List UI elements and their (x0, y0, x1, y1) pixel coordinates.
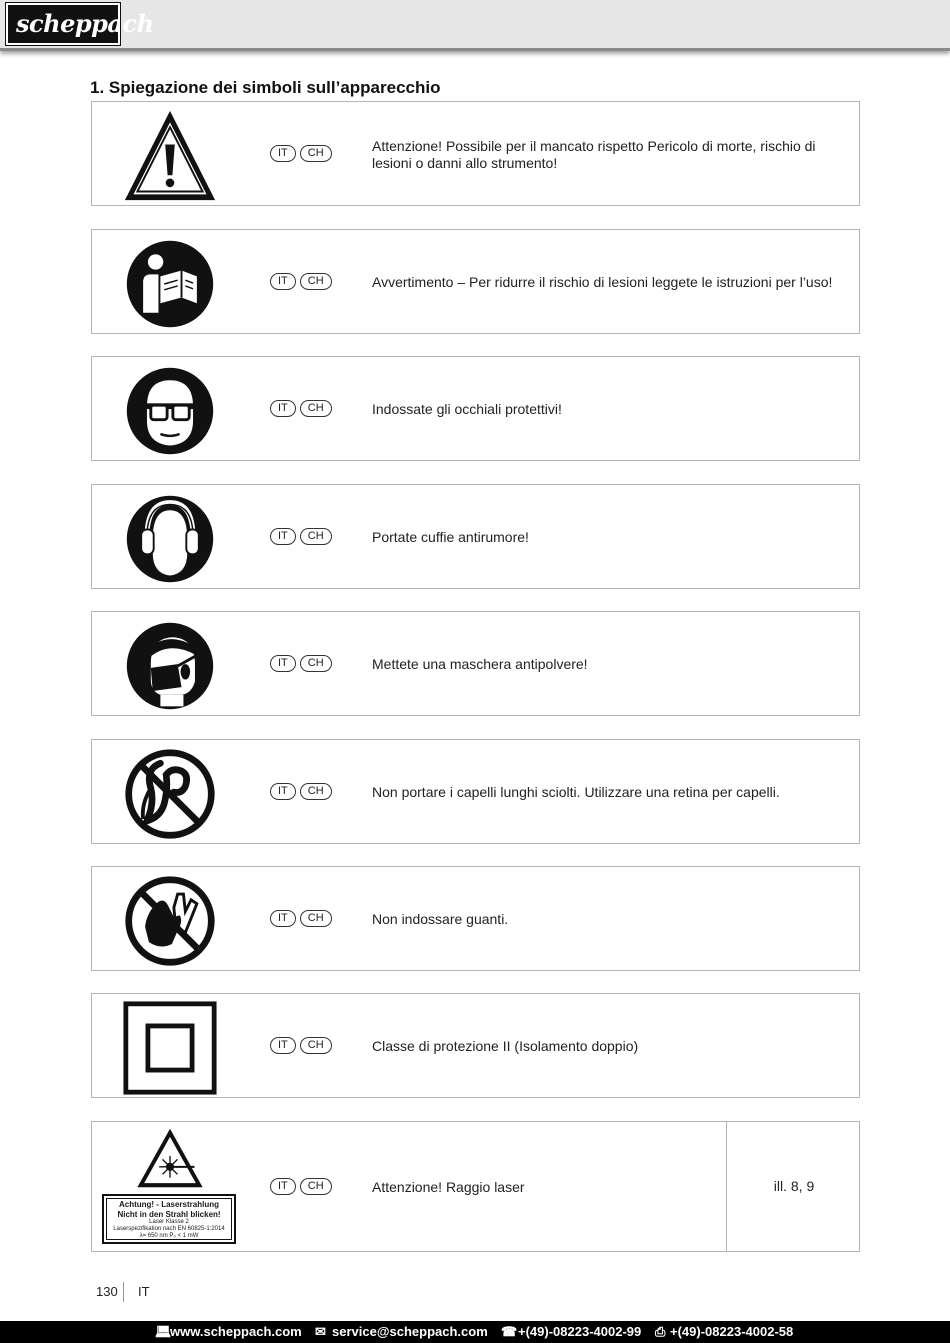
symbol-row (91, 484, 860, 589)
symbol-description: Non portare i capelli lunghi sciolti. Utilizzare una retina per capelli. (372, 784, 780, 800)
symbol-row (91, 229, 860, 334)
badge-it: IT (270, 528, 296, 545)
footer-fax: +(49)-08223-4002-58 (670, 1324, 794, 1339)
footer-phone: +(49)-08223-4002-99 (518, 1324, 642, 1339)
symbol-description: Avvertimento – Per ridurre il rischio di lesioni leggete le istruzioni per l’uso! (372, 274, 833, 290)
symbol-row (91, 1121, 860, 1252)
symbol-row (91, 101, 860, 206)
illustration-reference: ill. 8, 9 (726, 1122, 861, 1251)
laser-warning-icon (136, 1127, 204, 1189)
symbol-description: Classe di protezione II (Isolamento doppio) (372, 1038, 639, 1054)
language-badges (270, 783, 332, 800)
badge-ch: CH (300, 528, 332, 545)
laser-label-line: Laserspezifikation nach EN 60825-1:2014 (113, 1226, 225, 1232)
warning-triangle-icon (122, 108, 218, 204)
page-number: 130 (96, 1284, 118, 1299)
language-badges (270, 1037, 332, 1054)
footer-bar (0, 1321, 950, 1343)
no-long-hair-icon (122, 746, 218, 842)
badge-it: IT (270, 1178, 296, 1195)
phone-icon: ☎ (501, 1324, 518, 1339)
badge-it: IT (270, 400, 296, 417)
badge-ch: CH (300, 655, 332, 672)
language-badges (270, 910, 332, 927)
symbol-row (91, 866, 860, 971)
symbol-row (91, 356, 860, 461)
badge-it: IT (270, 145, 296, 162)
symbol-row (91, 611, 860, 716)
footer-website[interactable]: www.scheppach.com (170, 1324, 302, 1339)
badge-it: IT (270, 273, 296, 290)
symbol-description: Mettete una maschera antipolvere! (372, 656, 588, 672)
read-manual-icon (122, 236, 218, 332)
badge-ch: CH (300, 1178, 332, 1195)
badge-it: IT (270, 910, 296, 927)
language-badges (270, 400, 332, 417)
laser-warning-label (102, 1194, 236, 1244)
laser-label-line: λ= 650 nm P₀ < 1 mW (139, 1233, 199, 1239)
no-gloves-icon (122, 873, 218, 969)
language-badges (270, 1178, 332, 1195)
badge-ch: CH (300, 145, 332, 162)
badge-ch: CH (300, 273, 332, 290)
language-badges (270, 655, 332, 672)
ear-protection-icon (122, 491, 218, 587)
badge-ch: CH (300, 1037, 332, 1054)
symbol-row (91, 739, 860, 844)
laser-label-line: Nicht in den Strahl blicken! (117, 1210, 221, 1219)
symbol-row (91, 993, 860, 1098)
brand-logo: scheppach (6, 3, 120, 45)
badge-it: IT (270, 1037, 296, 1054)
badge-ch: CH (300, 400, 332, 417)
badge-ch: CH (300, 783, 332, 800)
symbol-description: Indossate gli occhiali protettivi! (372, 401, 562, 417)
symbol-description: Non indossare guanti. (372, 911, 509, 927)
section-title: 1. Spiegazione dei simboli sull’apparecchio (90, 78, 441, 97)
badge-ch: CH (300, 910, 332, 927)
page-divider (123, 1282, 124, 1302)
mail-icon: ✉ (315, 1324, 326, 1339)
symbol-description: Portate cuffie antirumore! (372, 529, 529, 545)
symbol-description: Attenzione! Raggio laser (372, 1179, 525, 1195)
language-badges (270, 145, 332, 162)
language-badges (270, 273, 332, 290)
symbol-description: Attenzione! Possibile per il mancato rispetto Pericolo di morte, rischio di lesioni o danni allo strumento! (372, 138, 816, 171)
language-badges (270, 528, 332, 545)
fax-icon: ⎙ (655, 1324, 666, 1339)
laser-label-line: Achtung! - Laserstrahlung (118, 1200, 219, 1209)
dust-mask-icon (122, 618, 218, 714)
footer-email[interactable]: service@scheppach.com (332, 1324, 488, 1339)
safety-goggles-icon (122, 363, 218, 459)
badge-it: IT (270, 783, 296, 800)
header-bar (0, 0, 950, 51)
page-language: IT (138, 1284, 150, 1299)
laser-label-line: Laser Klasse 2 (149, 1219, 189, 1225)
protection-class-ii-icon (122, 1000, 218, 1096)
computer-icon: 💻︎ (155, 1324, 172, 1339)
badge-it: IT (270, 655, 296, 672)
